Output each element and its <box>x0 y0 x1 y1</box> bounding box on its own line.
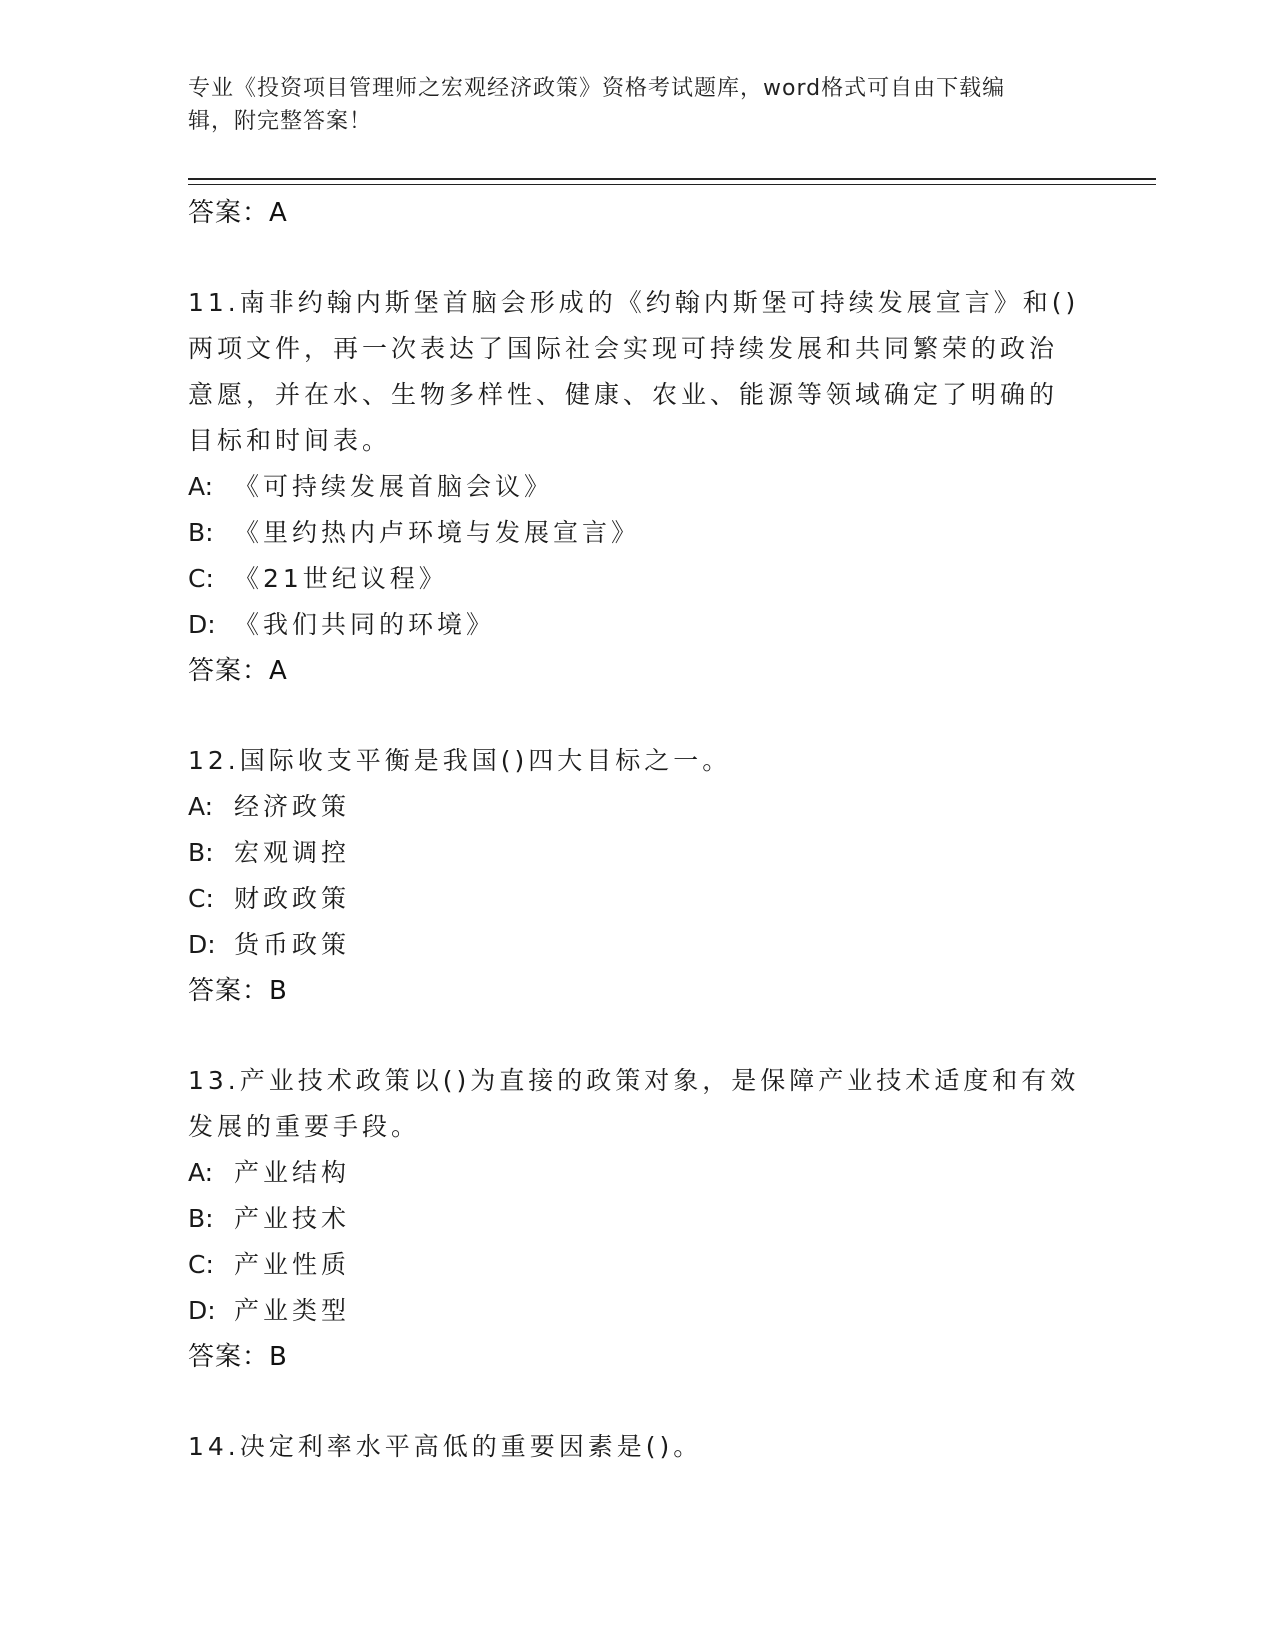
question-content <box>188 190 1088 1470</box>
option-letter: A: <box>188 472 214 501</box>
option-text: 宏观调控 <box>234 838 351 867</box>
option-text: 产业技术 <box>234 1204 351 1233</box>
option-text: 《我们共同的环境》 <box>234 610 496 639</box>
question-12-option-a <box>188 784 1088 830</box>
header-line-1: 专业《投资项目管理师之宏观经济政策》资格考试题库，word格式可自由下载编 <box>188 76 1006 101</box>
question-13 <box>188 1058 1088 1380</box>
option-text: 《里约热内卢环境与发展宣言》 <box>234 518 641 547</box>
question-12-option-c <box>188 876 1088 922</box>
question-13-line-1: 13.产业技术政策以()为直接的政策对象，是保障产业技术适度和有效 <box>188 1066 1080 1095</box>
header-line-2: 辑，附完整答案！ <box>188 109 373 134</box>
option-letter: D: <box>188 930 216 959</box>
question-12-answer: 答案：B <box>188 976 288 1006</box>
option-text: 产业结构 <box>234 1158 351 1187</box>
question-12-line-1: 12.国际收支平衡是我国()四大目标之一。 <box>188 746 732 775</box>
question-11-line-4: 目标和时间表。 <box>188 426 392 455</box>
question-12 <box>188 738 1088 1014</box>
question-11-line-3: 意愿，并在水、生物多样性、健康、农业、能源等领域确定了明确的 <box>188 380 1059 409</box>
option-letter: B: <box>188 1204 214 1233</box>
option-letter: B: <box>188 518 214 547</box>
option-text: 货币政策 <box>234 930 351 959</box>
option-letter: C: <box>188 1250 214 1279</box>
question-11-answer: 答案：A <box>188 656 288 686</box>
option-text: 《可持续发展首脑会议》 <box>234 472 554 501</box>
option-letter: A: <box>188 1158 214 1187</box>
answer-previous: 答案：A <box>188 198 288 228</box>
question-11-option-c <box>188 556 1088 602</box>
header-divider-thick <box>188 178 1156 180</box>
question-11-option-d <box>188 602 1088 648</box>
question-11-option-b <box>188 510 1088 556</box>
spacer <box>188 236 1088 280</box>
option-letter: C: <box>188 884 214 913</box>
question-12-option-d <box>188 922 1088 968</box>
question-12-option-b <box>188 830 1088 876</box>
question-13-answer: 答案：B <box>188 1342 288 1372</box>
option-letter: D: <box>188 610 216 639</box>
option-text: 经济政策 <box>234 792 351 821</box>
option-letter: A: <box>188 792 214 821</box>
question-13-option-b <box>188 1196 1088 1242</box>
option-letter: D: <box>188 1296 216 1325</box>
question-13-option-a <box>188 1150 1088 1196</box>
page-header <box>188 72 1068 138</box>
option-text: 《21世纪议程》 <box>234 564 448 593</box>
option-text: 产业类型 <box>234 1296 351 1325</box>
question-14 <box>188 1424 1088 1470</box>
question-14-line-1: 14.决定利率水平高低的重要因素是()。 <box>188 1432 703 1461</box>
question-13-option-d <box>188 1288 1088 1334</box>
question-11-line-2: 两项文件，再一次表达了国际社会实现可持续发展和共同繁荣的政治 <box>188 334 1059 363</box>
question-13-line-2: 发展的重要手段。 <box>188 1112 421 1141</box>
spacer <box>188 1380 1088 1424</box>
question-13-option-c <box>188 1242 1088 1288</box>
spacer <box>188 694 1088 738</box>
option-letter: C: <box>188 564 214 593</box>
spacer <box>188 1014 1088 1058</box>
option-text: 产业性质 <box>234 1250 351 1279</box>
question-11 <box>188 280 1088 694</box>
question-11-option-a <box>188 464 1088 510</box>
option-text: 财政政策 <box>234 884 351 913</box>
question-11-line-1: 11.南非约翰内斯堡首脑会形成的《约翰内斯堡可持续发展宣言》和() <box>188 288 1080 317</box>
header-divider-thin <box>188 184 1156 185</box>
option-letter: B: <box>188 838 214 867</box>
